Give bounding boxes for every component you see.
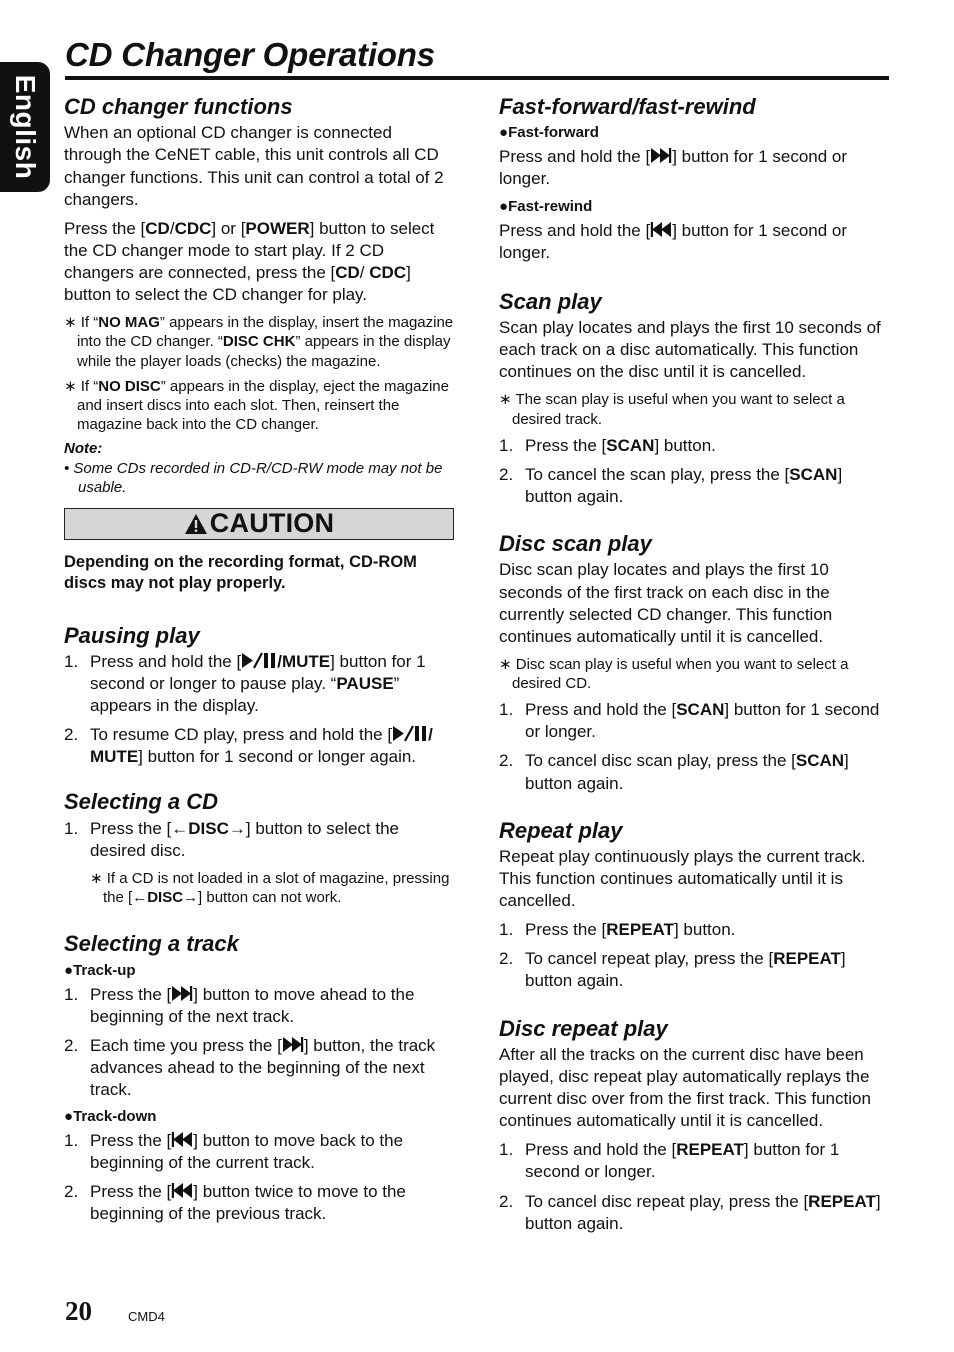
section-heading: Repeat play [499, 817, 623, 843]
list-item: 2. To resume CD play, press and hold the [ / MUTE] button for 1 second or longer again. [64, 725, 433, 767]
sub-heading: ●Fast-rewind [499, 197, 593, 215]
asterisk-note: ∗ Disc scan play is useful when you want to select a desired CD. [499, 655, 849, 693]
document-code: CMD4 [128, 1309, 165, 1324]
section-heading: Selecting a track [64, 931, 239, 957]
paragraph: Press the [CD/CDC] or [POWER] button to select the CD changer mode to start play. If 2 CD changers are connected, press the [CD/ CDC] button to select the CD changer for play. [64, 218, 435, 305]
list-item: 1. Press the [←DISC→] button to select the desired disc. [64, 818, 399, 860]
caution-text: Depending on the recording format, CD-ROM discs may not play properly. [64, 552, 417, 593]
right-column [499, 94, 891, 1242]
section-heading: CD changer functions [64, 94, 293, 119]
list-item: 2. To cancel disc repeat play, press the [REPEAT] button again. [499, 1191, 881, 1233]
note-item: • Some CDs recorded in CD-R/CD-RW mode may not be usable. [64, 460, 443, 497]
skip-forward-icon [171, 985, 193, 1002]
section-heading: Disc scan play [499, 531, 652, 557]
paragraph: After all the tracks on the current disc have been played, disc repeat play automatically replays the current disc over from the first track. This function continues automatically until it is cancelled. [499, 1044, 871, 1131]
list-item: 1. Press the [ ] button to move back to the beginning of the current track. [64, 1131, 404, 1173]
selecting-track-section [64, 931, 454, 1225]
list-item: 1. Press the [REPEAT] button. [499, 920, 736, 940]
bullet-icon: ● [64, 961, 74, 979]
list-item: 1. Press the [ ] button to move ahead to the beginning of the next track. [64, 984, 415, 1026]
steps-list [499, 435, 891, 508]
paragraph: Press and hold the [ ] button for 1 second or longer. [499, 220, 848, 262]
paragraph: Repeat play continuously plays the current track. This function continues automatically until it is cancelled. [499, 847, 866, 911]
play-pause-icon [241, 652, 277, 669]
list-item: 2. To cancel the scan play, press the [SCAN] button again. [499, 464, 843, 506]
caution-banner [64, 508, 454, 540]
sub-heading: ●Fast-forward [499, 124, 599, 142]
steps-list [64, 1130, 454, 1225]
skip-forward-icon [650, 147, 672, 164]
asterisk-note: ∗ If a CD is not loaded in a slot of magazine, pressing the [←DISC→] button can not work. [90, 869, 450, 907]
language-tab-label: English [10, 74, 41, 180]
sub-heading: ●Track-down [64, 1108, 157, 1126]
play-pause-icon [392, 725, 428, 742]
section-heading: Selecting a CD [64, 789, 219, 815]
left-column [64, 94, 454, 1233]
list-item: 1. Press and hold the [REPEAT] button for 1 second or longer. [499, 1140, 840, 1182]
paragraph: Press and hold the [ ] button for 1 second or longer. [499, 147, 848, 189]
section-heading: Scan play [499, 288, 602, 314]
bullet-icon: ● [64, 1108, 74, 1126]
caution-label: CAUTION [209, 508, 335, 539]
note-label: Note: [64, 440, 103, 458]
warning-icon [184, 513, 208, 535]
skip-forward-icon [282, 1036, 304, 1053]
asterisk-note: ∗ The scan play is useful when you want to select a desired track. [499, 391, 845, 428]
list-item: 1. Press and hold the [SCAN] button for 1 second or longer. [499, 700, 880, 742]
selecting-cd-section [64, 789, 454, 907]
paragraph: Disc scan play locates and plays the first 10 seconds of the first track on each disc in the currently selected CD changer. This function continues automatically until it is cancelled. [499, 560, 833, 646]
sub-heading: ●Track-up [64, 961, 136, 979]
steps-list [64, 984, 454, 1101]
scan-play-section [499, 289, 891, 508]
page-number: 20 [65, 1296, 92, 1326]
bullet-icon: ● [499, 124, 509, 142]
steps-list [499, 1139, 891, 1234]
asterisk-note: ∗ If “NO MAG” appears in the display, insert the magazine into the CD changer. “DISC CHK” appears in the display while the player loads (checks) the magazine. [64, 314, 454, 370]
cd-changer-functions-section [64, 94, 454, 498]
language-tab [0, 62, 50, 192]
page-title: CD Changer Operations [65, 36, 435, 73]
section-heading: Fast-forward/fast-rewind [499, 94, 756, 119]
section-heading: Pausing play [64, 622, 200, 648]
disc-scan-play-section [499, 531, 891, 795]
steps-list [499, 699, 891, 794]
repeat-play-section [499, 818, 891, 993]
list-item: 2. To cancel disc scan play, press the [SCAN] button again. [499, 751, 849, 793]
list-item: 2. Press the [ ] button twice to move to the beginning of the previous track. [64, 1182, 406, 1224]
asterisk-note: ∗ If “NO DISC” appears in the display, eject the magazine and insert discs into each slot. Then, reinsert the magazine back into the CD changer. [64, 377, 449, 434]
paragraph: Scan play locates and plays the first 10 seconds of each track on a disc automatically. This function continues on the disc until it is cancelled. [499, 318, 881, 382]
fast-forward-rewind-section [499, 94, 891, 264]
section-heading: Disc repeat play [499, 1015, 668, 1041]
list-item: 1. Press and hold the [ /MUTE] button for 1 second or longer to pause play. “PAUSE” appears in the display. [64, 651, 426, 716]
steps-list [64, 818, 454, 862]
list-item: 1. Press the [SCAN] button. [499, 435, 716, 455]
disc-repeat-play-section [499, 1016, 891, 1235]
skip-back-icon [171, 1182, 193, 1199]
bullet-icon: ● [499, 197, 509, 215]
steps-list [64, 651, 454, 768]
list-item: 2. Each time you press the [ ] button, the track advances ahead to the beginning of the next track. [64, 1035, 436, 1100]
pausing-play-section [64, 623, 454, 769]
skip-back-icon [171, 1131, 193, 1148]
list-item: 2. To cancel repeat play, press the [REPEAT] button again. [499, 949, 846, 991]
title-rule [65, 76, 889, 80]
paragraph: When an optional CD changer is connected through the CeNET cable, this unit controls all CD changer functions. This unit can control a total of 2 changers. [64, 123, 444, 209]
steps-list [499, 919, 891, 992]
skip-back-icon [650, 221, 672, 238]
